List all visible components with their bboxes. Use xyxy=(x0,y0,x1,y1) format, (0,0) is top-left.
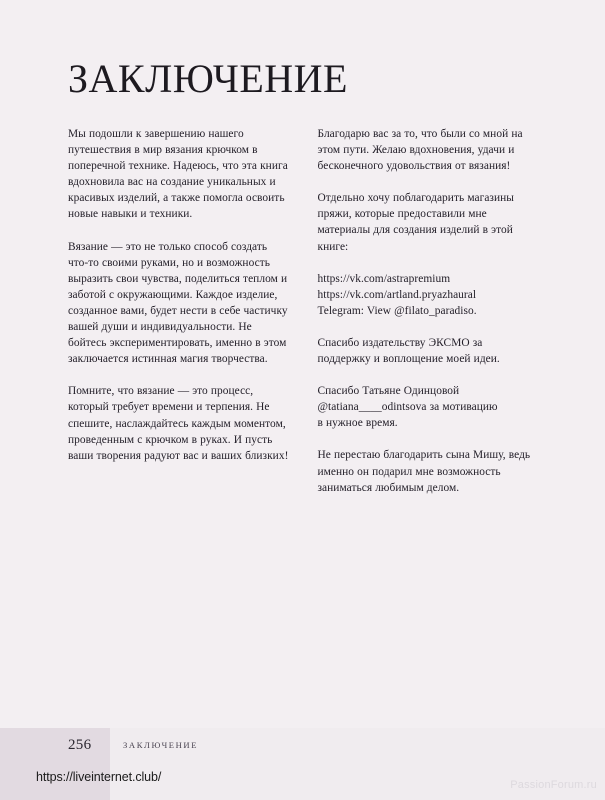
link-vk-artland[interactable]: https://vk.com/artland.pryazhaural xyxy=(317,288,477,301)
footer-accent-band xyxy=(0,728,110,800)
paragraph: Мы подошли к завершению нашего путешествия в мир вязания крючком в поперечной технике. Надеюсь, что эта книга вдохновила вас на создание уникальных и красивых изделий, а также помогла освоить новые навыки и техники. xyxy=(68,128,288,221)
body-columns xyxy=(68,126,538,496)
paragraph: Спасибо издательству ЭКСМО за поддержку и воплощение моей идеи. xyxy=(317,336,500,366)
thanks-tatiana-line: Спасибо Татьяне Одинцовой xyxy=(317,385,460,398)
paragraph: Не перестаю благодарить сына Мишу, ведь именно он подарил мне возможность заниматься любимым делом. xyxy=(317,449,531,494)
running-head: ЗАКЛЮЧЕНИЕ xyxy=(123,740,199,750)
site-url-overlay[interactable]: https://liveinternet.club/ xyxy=(36,770,162,784)
paragraph: Благодарю вас за то, что были со мной на этом пути. Желаю вдохновения, удачи и бесконечного удовольствия от вязания! xyxy=(317,128,523,173)
thanks-tatiana-line: в нужное время. xyxy=(317,417,398,430)
right-column xyxy=(318,126,539,496)
page-number: 256 xyxy=(68,737,92,753)
link-telegram-filato[interactable]: Telegram: View @filato_paradiso. xyxy=(317,304,477,317)
contact-links xyxy=(318,271,539,319)
link-vk-astrapremium[interactable]: https://vk.com/astrapremium xyxy=(317,272,451,285)
watermark: PassionForum.ru xyxy=(510,779,597,791)
handle-tatiana-odintsova[interactable]: @tatiana____odintsova за мотивацию xyxy=(317,401,498,414)
paragraph: Отдельно хочу поблагодарить магазины пряжи, которые предоставили мне материалы для создания изделий в этой книге: xyxy=(317,192,514,253)
left-column xyxy=(68,126,289,496)
paragraph: Помните, что вязание — это процесс, который требует времени и терпения. Не спешите, наслаждайтесь каждым моментом, проведенным с крючком в руках. И пусть ваши творения радуют вас и ваших близких! xyxy=(68,385,289,462)
thanks-tatiana xyxy=(318,383,539,431)
page-title: ЗАКЛЮЧЕНИЕ xyxy=(68,56,348,101)
paragraph: Вязание — это не только способ создать что-то своими руками, но и возможность выразить свои чувства, поделиться теплом и заботой с окружающими. Каждое изделие, созданное вами, будет нести в себе частичку вашей души и индивидуальности. Не бойтесь экспериментировать, именно в этом заключается истинная магия творчества. xyxy=(68,240,288,366)
